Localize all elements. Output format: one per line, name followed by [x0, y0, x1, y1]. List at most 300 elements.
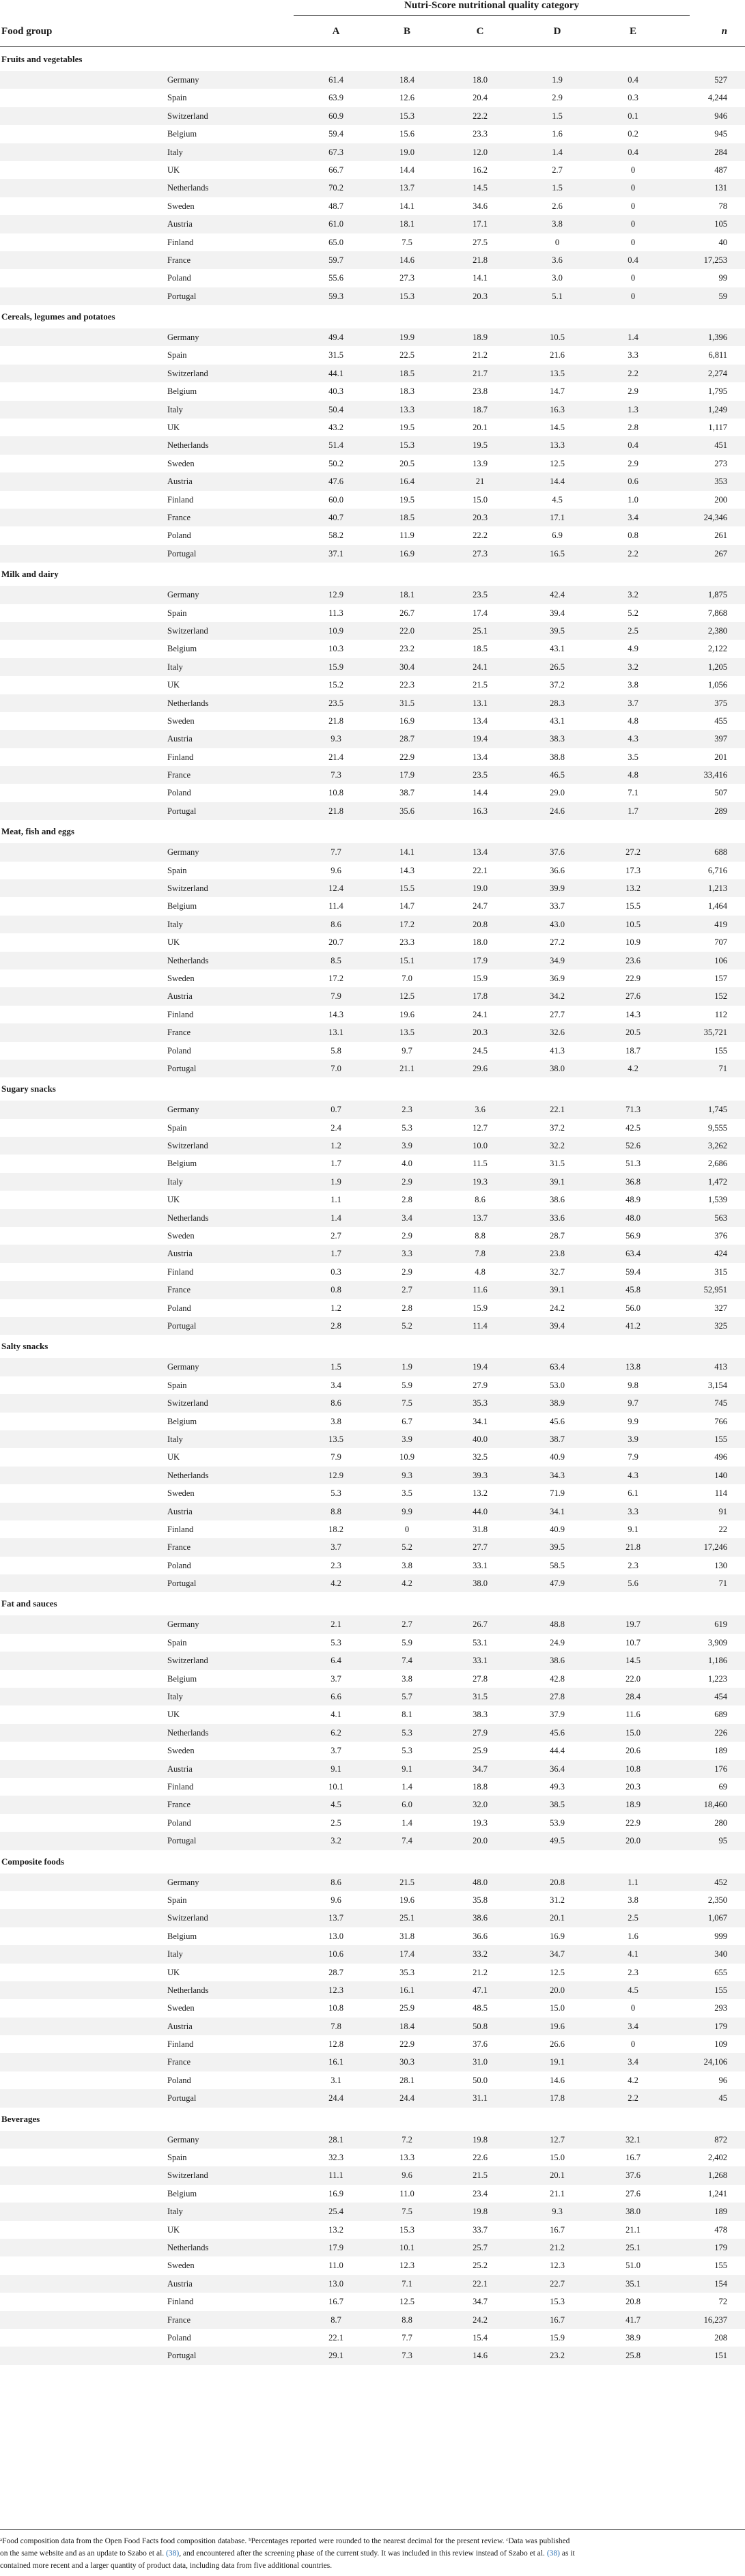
count-cell: 946 — [714, 111, 727, 121]
citation-link[interactable]: (38) — [166, 2549, 180, 2558]
percent-cell: 15.5 — [625, 901, 641, 911]
percent-cell: 2.2 — [628, 548, 638, 558]
percent-cell: 26.7 — [473, 1619, 488, 1630]
percent-cell: 2.5 — [331, 1817, 341, 1828]
country-cell: Finland — [167, 494, 194, 505]
count-cell: 2,350 — [707, 1895, 727, 1905]
percent-cell: 38.3 — [550, 734, 565, 744]
percent-cell: 1.4 — [628, 332, 638, 343]
food-group-rows — [0, 843, 745, 1077]
percent-cell: 11.5 — [473, 1159, 488, 1169]
food-group-header: Food group — [1, 26, 53, 37]
category-title: Nutri-Score nutritional quality category — [404, 0, 579, 11]
percent-cell: 18.9 — [473, 332, 488, 343]
percent-cell: 8.5 — [331, 955, 341, 965]
percent-cell: 26.7 — [399, 608, 414, 618]
percent-cell: 31.5 — [550, 1159, 565, 1169]
percent-cell: 20.4 — [473, 93, 488, 103]
percent-cell: 0.7 — [331, 1105, 341, 1115]
table-row — [0, 1227, 745, 1245]
footnote-text: as it — [559, 2549, 575, 2558]
count-cell: 3,262 — [707, 1141, 727, 1151]
country-cell: Spain — [167, 1895, 187, 1905]
table-row — [0, 419, 745, 436]
count-cell: 872 — [714, 2134, 727, 2145]
country-cell: Switzerland — [167, 883, 208, 894]
percent-cell: 43.1 — [550, 644, 565, 654]
percent-cell: 1.1 — [628, 1877, 638, 1887]
percent-cell: 12.5 — [550, 1967, 565, 1977]
count-cell: 40 — [718, 237, 727, 247]
count-cell: 91 — [718, 1506, 727, 1516]
percent-cell: 35.3 — [399, 1967, 414, 1977]
percent-cell: 27.5 — [473, 237, 488, 247]
percent-cell: 5.2 — [402, 1321, 412, 1331]
count-cell: 261 — [714, 530, 727, 541]
percent-cell: 18.1 — [399, 219, 414, 229]
percent-cell: 20.3 — [473, 291, 488, 301]
table-row — [0, 2035, 745, 2053]
count-cell: 151 — [714, 2351, 727, 2361]
percent-cell: 61.4 — [328, 75, 343, 85]
percent-cell: 34.6 — [473, 201, 488, 211]
percent-cell: 0.2 — [628, 129, 638, 139]
country-cell: Austria — [167, 2021, 193, 2031]
count-cell: 496 — [714, 1452, 727, 1462]
percent-cell: 48.0 — [473, 1877, 488, 1887]
country-cell: Portugal — [167, 2351, 197, 2361]
table-row — [0, 125, 745, 143]
country-cell: Belgium — [167, 1416, 197, 1426]
percent-cell: 53.0 — [550, 1380, 565, 1390]
percent-cell: 27.9 — [473, 1727, 488, 1738]
percent-cell: 47.1 — [473, 1985, 488, 1995]
count-cell: 413 — [714, 1362, 727, 1372]
percent-cell: 23.5 — [473, 770, 488, 780]
percent-cell: 31.5 — [328, 350, 343, 360]
percent-cell: 14.3 — [625, 1009, 641, 1019]
percent-cell: 9.7 — [402, 1045, 412, 1056]
percent-cell: 12.9 — [328, 590, 343, 600]
count-cell: 1,472 — [707, 1176, 727, 1187]
country-cell: France — [167, 1285, 191, 1295]
percent-cell: 21.6 — [550, 350, 565, 360]
count-cell: 340 — [714, 1949, 727, 1959]
percent-cell: 9.7 — [628, 1398, 638, 1409]
count-cell: 1,539 — [707, 1195, 727, 1205]
table-row — [0, 1042, 745, 1060]
percent-cell: 4.5 — [331, 1800, 341, 1810]
country-cell: Netherlands — [167, 698, 209, 708]
table-row — [0, 1796, 745, 1813]
percent-cell: 14.5 — [625, 1656, 641, 1666]
percent-cell: 40.7 — [328, 512, 343, 522]
percent-cell: 15.0 — [625, 1727, 641, 1738]
percent-cell: 2.8 — [402, 1303, 412, 1313]
percent-cell: 4.2 — [628, 2075, 638, 2085]
percent-cell: 14.6 — [399, 255, 414, 265]
country-cell: Italy — [167, 147, 183, 157]
percent-cell: 40.3 — [328, 386, 343, 397]
table-row — [0, 455, 745, 472]
percent-cell: 1.4 — [402, 1781, 412, 1792]
food-group-section — [0, 305, 745, 563]
percent-cell: 3.4 — [402, 1213, 412, 1223]
percent-cell: 7.3 — [402, 2351, 412, 2361]
percent-cell: 8.8 — [402, 2315, 412, 2325]
percent-cell: 21.8 — [625, 1542, 641, 1553]
percent-cell: 15.9 — [473, 1303, 488, 1313]
percent-cell: 3.2 — [628, 590, 638, 600]
percent-cell: 56.0 — [625, 1303, 641, 1313]
percent-cell: 7.9 — [331, 991, 341, 1002]
percent-cell: 4.9 — [628, 644, 638, 654]
food-group-section — [0, 820, 745, 1077]
percent-cell: 13.9 — [473, 458, 488, 468]
percent-cell: 15.3 — [399, 2224, 414, 2235]
count-cell: 745 — [714, 1398, 727, 1409]
percent-cell: 0.8 — [628, 530, 638, 541]
country-cell: Netherlands — [167, 1213, 209, 1223]
percent-cell: 4.2 — [402, 1579, 412, 1589]
percent-cell: 7.8 — [475, 1249, 486, 1259]
percent-cell: 16.7 — [550, 2224, 565, 2235]
percent-cell: 39.4 — [550, 608, 565, 618]
country-cell: UK — [167, 680, 180, 690]
table-row — [0, 107, 745, 125]
food-group-title: Composite foods — [1, 1856, 65, 1867]
percent-cell: 32.5 — [473, 1452, 488, 1462]
count-cell: 71 — [718, 1579, 727, 1589]
percent-cell: 16.1 — [399, 1985, 414, 1995]
percent-cell: 19.6 — [399, 1895, 414, 1905]
table-row — [0, 1945, 745, 1963]
table-row — [0, 2149, 745, 2166]
country-cell: Poland — [167, 530, 191, 541]
percent-cell: 17.3 — [625, 865, 641, 875]
percent-cell: 59.4 — [625, 1266, 641, 1277]
percent-cell: 7.2 — [402, 2134, 412, 2145]
count-cell: 1,396 — [707, 332, 727, 343]
percent-cell: 22.2 — [473, 530, 488, 541]
percent-cell: 32.7 — [550, 1266, 565, 1277]
percent-cell: 36.6 — [550, 865, 565, 875]
table-row — [0, 401, 745, 419]
country-cell: Poland — [167, 2075, 191, 2085]
table-row — [0, 1705, 745, 1723]
percent-cell: 26.6 — [550, 2039, 565, 2050]
count-cell: 689 — [714, 1710, 727, 1720]
country-cell: Germany — [167, 2134, 199, 2145]
percent-cell: 20.5 — [625, 1028, 641, 1038]
count-cell: 1,268 — [707, 2170, 727, 2181]
percent-cell: 27.7 — [550, 1009, 565, 1019]
percent-cell: 14.7 — [550, 386, 565, 397]
percent-cell: 40.9 — [550, 1452, 565, 1462]
percent-cell: 12.3 — [550, 2261, 565, 2271]
country-cell: Austria — [167, 1249, 193, 1259]
count-cell: 1,875 — [707, 590, 727, 600]
percent-cell: 0.1 — [628, 111, 638, 121]
count-cell: 1,205 — [707, 662, 727, 672]
percent-cell: 22.0 — [399, 625, 414, 636]
percent-cell: 42.5 — [625, 1122, 641, 1133]
percent-cell: 36.9 — [550, 973, 565, 983]
percent-cell: 43.0 — [550, 919, 565, 929]
table-row — [0, 1927, 745, 1945]
table-row — [0, 622, 745, 640]
table-row — [0, 365, 745, 382]
percent-cell: 18.9 — [625, 1800, 641, 1810]
table-row — [0, 2166, 745, 2184]
percent-cell: 2.3 — [628, 1967, 638, 1977]
table-row — [0, 1688, 745, 1705]
percent-cell: 21.7 — [473, 368, 488, 378]
country-cell: Portugal — [167, 2093, 197, 2104]
food-group-rows — [0, 1101, 745, 1335]
country-cell: Sweden — [167, 2261, 195, 2271]
count-cell: 52,951 — [703, 1285, 727, 1295]
table-row — [0, 2053, 745, 2071]
percent-cell: 7.1 — [402, 2278, 412, 2289]
percent-cell: 39.1 — [550, 1176, 565, 1187]
food-group-title: Fat and sauces — [1, 1598, 57, 1609]
percent-cell: 11.9 — [399, 530, 414, 541]
food-group-rows — [0, 2131, 745, 2365]
count-cell: 45 — [718, 2093, 727, 2104]
percent-cell: 22.5 — [399, 350, 414, 360]
percent-cell: 10.9 — [328, 625, 343, 636]
percent-cell: 13.3 — [399, 2153, 414, 2163]
table-row — [0, 1557, 745, 1574]
table-row — [0, 1358, 745, 1376]
percent-cell: 7.5 — [402, 237, 412, 247]
percent-cell: 34.1 — [473, 1416, 488, 1426]
percent-cell: 3.7 — [331, 1673, 341, 1684]
percent-cell: 10.1 — [399, 2242, 414, 2252]
header-rule — [0, 46, 745, 47]
percent-cell: 17.8 — [473, 991, 488, 1002]
percent-cell: 14.5 — [473, 183, 488, 193]
percent-cell: 16.7 — [550, 2315, 565, 2325]
percent-cell: 32.3 — [328, 2153, 343, 2163]
country-cell: Austria — [167, 1764, 193, 1774]
percent-cell: 12.5 — [399, 991, 414, 1002]
percent-cell: 3.5 — [628, 752, 638, 762]
count-cell: 375 — [714, 698, 727, 708]
count-cell: 1,186 — [707, 1656, 727, 1666]
percent-cell: 10.1 — [328, 1781, 343, 1792]
table-row — [0, 1101, 745, 1118]
table-row — [0, 1574, 745, 1592]
percent-cell: 4.2 — [628, 1063, 638, 1073]
country-cell: Sweden — [167, 1746, 195, 1756]
count-cell: 452 — [714, 1877, 727, 1887]
percent-cell: 50.4 — [328, 404, 343, 414]
percent-cell: 9.1 — [331, 1764, 341, 1774]
count-cell: 155 — [714, 1985, 727, 1995]
percent-cell: 2.3 — [331, 1560, 341, 1570]
table-row — [0, 784, 745, 802]
percent-cell: 11.0 — [328, 2261, 343, 2271]
country-cell: Switzerland — [167, 368, 208, 378]
percent-cell: 16.3 — [550, 404, 565, 414]
percent-cell: 27.2 — [625, 847, 641, 858]
percent-cell: 37.6 — [625, 2170, 641, 2181]
country-cell: Italy — [167, 1692, 183, 1702]
percent-cell: 9.9 — [628, 1416, 638, 1426]
country-cell: Switzerland — [167, 1141, 208, 1151]
percent-cell: 7.9 — [628, 1452, 638, 1462]
country-cell: Portugal — [167, 1321, 197, 1331]
percent-cell: 7.4 — [402, 1836, 412, 1846]
table-row — [0, 436, 745, 454]
country-cell: UK — [167, 1967, 180, 1977]
citation-link[interactable]: (38) — [546, 2549, 560, 2558]
footnote-text: , and encountered after the screening phase of the current study. It was included in this review instead of Szabo et al. — [179, 2549, 547, 2558]
food-group-title: Beverages — [1, 2113, 40, 2124]
percent-cell: 19.3 — [473, 1817, 488, 1828]
percent-cell: 32.2 — [550, 1141, 565, 1151]
percent-cell: 24.6 — [550, 806, 565, 816]
country-cell: Germany — [167, 1619, 199, 1630]
percent-cell: 41.2 — [625, 1321, 641, 1331]
table-row — [0, 933, 745, 951]
percent-cell: 20.0 — [473, 1836, 488, 1846]
percent-cell: 3.3 — [402, 1249, 412, 1259]
count-cell: 155 — [714, 2261, 727, 2271]
count-cell: 24,106 — [703, 2057, 727, 2067]
percent-cell: 15.1 — [399, 955, 414, 965]
table-row — [0, 491, 745, 509]
country-cell: Finland — [167, 2039, 194, 2050]
count-cell: 6,716 — [707, 865, 727, 875]
count-cell: 152 — [714, 991, 727, 1002]
count-cell: 273 — [714, 458, 727, 468]
percent-cell: 18.0 — [473, 75, 488, 85]
percent-cell: 3.9 — [628, 1434, 638, 1444]
percent-cell: 18.3 — [399, 386, 414, 397]
percent-cell: 34.3 — [550, 1470, 565, 1480]
percent-cell: 3.4 — [331, 1380, 341, 1390]
count-cell: 454 — [714, 1692, 727, 1702]
percent-cell: 71.9 — [550, 1488, 565, 1499]
percent-cell: 47.9 — [550, 1579, 565, 1589]
count-cell: 527 — [714, 75, 727, 85]
percent-cell: 48.8 — [550, 1619, 565, 1630]
percent-cell: 18.7 — [473, 404, 488, 414]
count-cell: 114 — [714, 1488, 727, 1499]
percent-cell: 7.0 — [402, 973, 412, 983]
count-cell: 289 — [714, 806, 727, 816]
percent-cell: 5.6 — [628, 1579, 638, 1589]
table-row — [0, 1023, 745, 1041]
percent-cell: 2.9 — [402, 1176, 412, 1187]
percent-cell: 59.7 — [328, 255, 343, 265]
country-cell: France — [167, 1542, 191, 1553]
country-cell: Germany — [167, 590, 199, 600]
percent-cell: 15.0 — [550, 2153, 565, 2163]
food-group-section — [0, 1077, 745, 1335]
percent-cell: 38.5 — [550, 1800, 565, 1810]
count-cell: 945 — [714, 129, 727, 139]
percent-cell: 13.4 — [473, 847, 488, 858]
country-cell: UK — [167, 1710, 180, 1720]
table-row — [0, 694, 745, 712]
percent-cell: 13.4 — [473, 752, 488, 762]
percent-cell: 48.0 — [625, 1213, 641, 1223]
column-header-n: n — [721, 26, 727, 37]
country-cell: France — [167, 2057, 191, 2067]
percent-cell: 22.2 — [473, 111, 488, 121]
table-row — [0, 1670, 745, 1688]
percent-cell: 19.5 — [399, 494, 414, 505]
country-cell: UK — [167, 165, 180, 175]
percent-cell: 9.6 — [331, 1895, 341, 1905]
percent-cell: 44.0 — [473, 1506, 488, 1516]
table-row — [0, 1060, 745, 1077]
percent-cell: 2.8 — [628, 423, 638, 433]
country-cell: Sweden — [167, 973, 195, 983]
percent-cell: 22.1 — [328, 2332, 343, 2343]
percent-cell: 17.9 — [328, 2242, 343, 2252]
country-cell: Belgium — [167, 386, 197, 397]
table-row — [0, 640, 745, 657]
percent-cell: 28.7 — [550, 1231, 565, 1241]
percent-cell: 7.5 — [402, 1398, 412, 1409]
percent-cell: 2.9 — [628, 458, 638, 468]
country-cell: Italy — [167, 662, 183, 672]
table-row — [0, 2089, 745, 2107]
percent-cell: 2.5 — [628, 1913, 638, 1923]
count-cell: 2,686 — [707, 1159, 727, 1169]
percent-cell: 35.6 — [399, 806, 414, 816]
percent-cell: 11.0 — [399, 2188, 414, 2198]
count-cell: 325 — [714, 1321, 727, 1331]
count-cell: 155 — [714, 1434, 727, 1444]
percent-cell: 49.4 — [328, 332, 343, 343]
percent-cell: 22.1 — [550, 1105, 565, 1115]
percent-cell: 19.5 — [473, 440, 488, 451]
percent-cell: 39.5 — [550, 1542, 565, 1553]
count-cell: 451 — [714, 440, 727, 451]
percent-cell: 9.8 — [628, 1380, 638, 1390]
count-cell: 131 — [714, 183, 727, 193]
percent-cell: 63.4 — [550, 1362, 565, 1372]
percent-cell: 15.6 — [399, 129, 414, 139]
percent-cell: 18.4 — [399, 75, 414, 85]
table-row — [0, 1742, 745, 1759]
percent-cell: 0.4 — [628, 255, 638, 265]
table-row — [0, 2221, 745, 2239]
table-row — [0, 2239, 745, 2256]
table-row — [0, 346, 745, 364]
percent-cell: 0.4 — [628, 147, 638, 157]
count-cell: 130 — [714, 1560, 727, 1570]
percent-cell: 0 — [630, 273, 636, 283]
percent-cell: 11.6 — [625, 1710, 641, 1720]
count-cell: 424 — [714, 1249, 727, 1259]
percent-cell: 3.9 — [402, 1141, 412, 1151]
percent-cell: 3.6 — [552, 255, 563, 265]
country-cell: Belgium — [167, 2188, 197, 2198]
percent-cell: 12.4 — [328, 883, 343, 894]
percent-cell: 1.0 — [628, 494, 638, 505]
count-cell: 4,244 — [707, 93, 727, 103]
percent-cell: 14.1 — [399, 847, 414, 858]
percent-cell: 42.4 — [550, 590, 565, 600]
percent-cell: 21.1 — [625, 2224, 641, 2235]
